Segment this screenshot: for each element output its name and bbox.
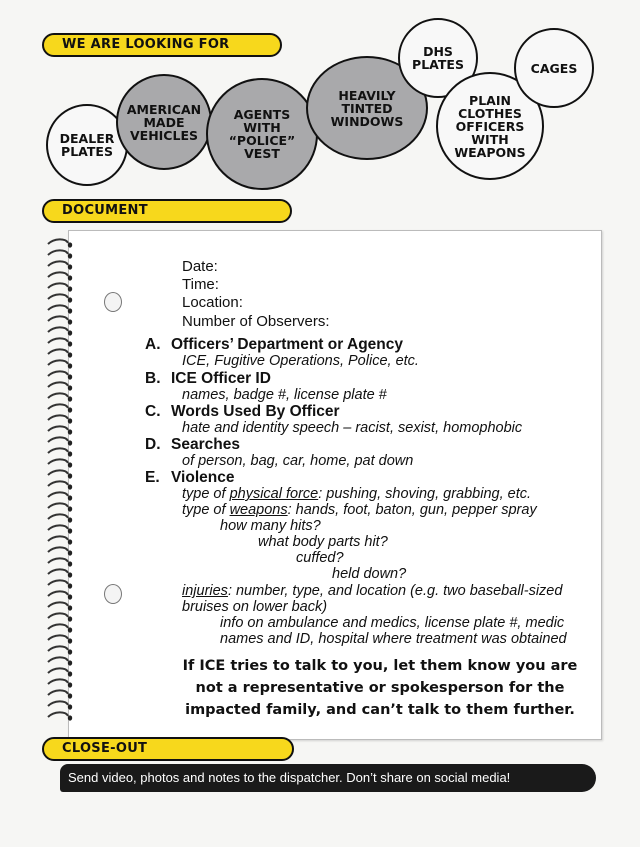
item-d-letter: D. [145, 436, 161, 453]
violence-info-line2: names and ID, hospital where treatment was obtained [220, 631, 567, 647]
bubble-plain-clothes-officers: PLAIN CLOTHES OFFICERS WITH WEAPONS [436, 72, 544, 180]
field-time: Time: [182, 276, 219, 293]
bubble-agents-police-vest: AGENTS WITH “POLICE” VEST [206, 78, 318, 190]
punch-hole-top [104, 292, 122, 312]
item-c-letter: C. [145, 403, 161, 420]
section-label-close-out: CLOSE-OUT [42, 737, 294, 761]
question-body-parts: what body parts hit? [258, 534, 388, 550]
item-a-letter: A. [145, 336, 161, 353]
item-b-title: ICE Officer ID [171, 370, 271, 387]
item-b-detail: names, badge #, license plate # [182, 387, 387, 403]
violence-weapons: type of weapons: hands, foot, baton, gun, pepper spray [182, 502, 537, 518]
bubble-dhs-plates: DHS PLATES [398, 18, 478, 98]
item-e-title: Violence [171, 469, 235, 486]
close-out-banner: Send video, photos and notes to the dispatcher. Don’t share on social media! [60, 764, 596, 792]
item-a-title: Officers’ Department or Agency [171, 336, 403, 353]
item-d-detail: of person, bag, car, home, pat down [182, 453, 414, 469]
item-b-letter: B. [145, 370, 161, 387]
bubble-cages: CAGES [514, 28, 594, 108]
spiral-binding-icon [44, 236, 74, 726]
violence-injuries-line2: bruises on lower back) [182, 599, 328, 615]
item-d-title: Searches [171, 436, 240, 453]
bubble-american-made-vehicles: AMERICAN MADE VEHICLES [116, 74, 212, 170]
field-observers: Number of Observers: [182, 313, 330, 330]
question-how-many-hits: how many hits? [220, 518, 321, 534]
bubble-heavily-tinted-windows: HEAVILY TINTED WINDOWS [306, 56, 428, 160]
ice-notice-line3: impacted family, and can’t talk to them further. [185, 702, 575, 718]
violence-info-line1: info on ambulance and medics, license plate #, medic [220, 615, 565, 631]
item-a-detail: ICE, Fugitive Operations, Police, etc. [182, 353, 419, 369]
ice-notice-line1: If ICE tries to talk to you, let them know you are [182, 658, 578, 674]
question-cuffed: cuffed? [296, 550, 344, 566]
punch-hole-bottom [104, 584, 122, 604]
violence-physical-force: type of physical force: pushing, shoving, grabbing, etc. [182, 486, 532, 502]
field-location: Location: [182, 294, 243, 311]
section-label-looking-for: WE ARE LOOKING FOR [42, 33, 282, 57]
question-held-down: held down? [332, 566, 407, 582]
item-c-detail: hate and identity speech – racist, sexist, homophobic [182, 420, 523, 436]
field-date: Date: [182, 258, 218, 275]
ice-notice [140, 655, 620, 721]
bubble-dealer-plates: DEALER PLATES [46, 104, 128, 186]
violence-injuries: injuries: number, type, and location (e.g. two baseball-sized [182, 583, 563, 599]
ice-notice-line2: not a representative or spokesperson for the [195, 680, 565, 696]
section-label-document: DOCUMENT [42, 199, 292, 223]
item-e-letter: E. [145, 469, 160, 486]
item-c-title: Words Used By Officer [171, 403, 340, 420]
